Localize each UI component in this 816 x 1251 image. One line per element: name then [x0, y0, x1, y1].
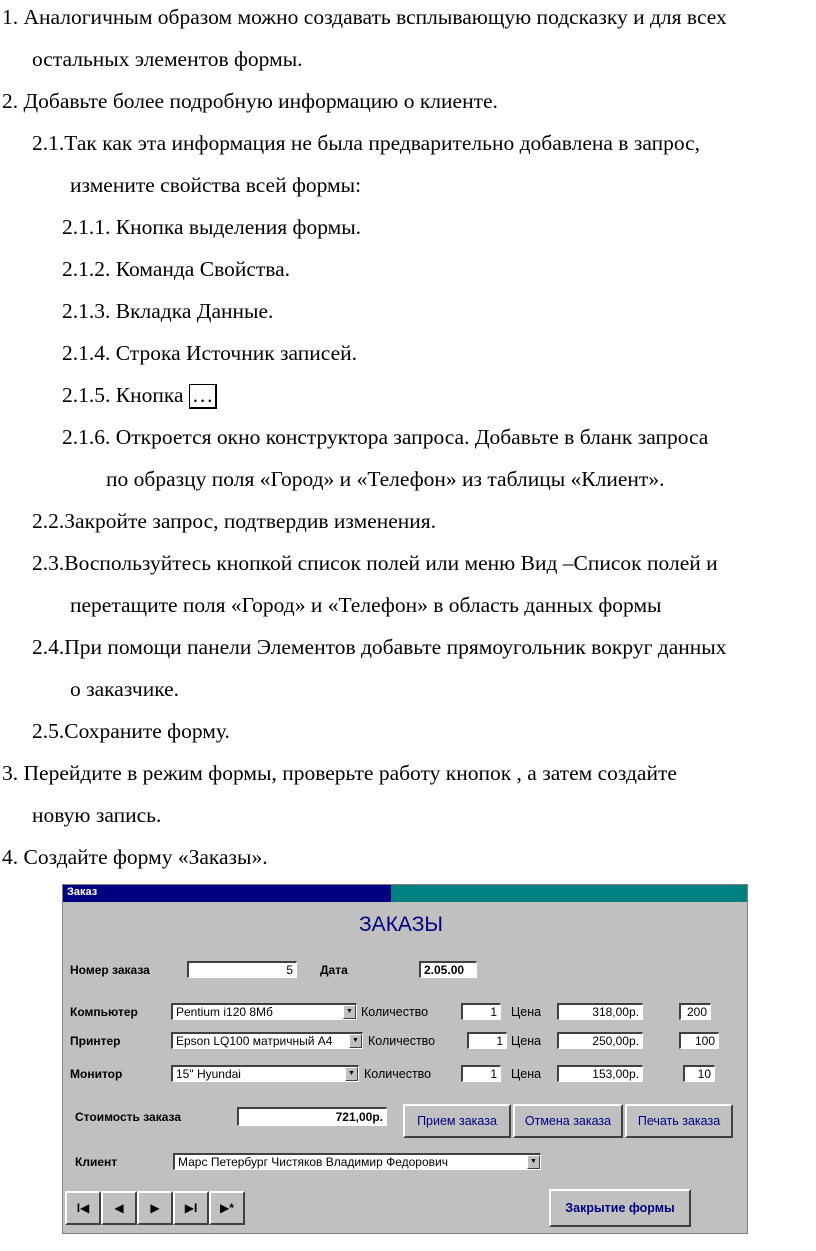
- instruction-2-1-line-2: измените свойства всей формы:: [70, 173, 362, 197]
- monitor-price-label: Цена: [511, 1067, 542, 1081]
- cancel-order-button[interactable]: Отмена заказа: [513, 1104, 623, 1138]
- instruction-2-2: 2.2.Закройте запрос, подтвердив изменения.: [32, 509, 437, 533]
- monitor-stock-input[interactable]: 10: [683, 1065, 715, 1082]
- instruction-2-1-line-1: 2.1.Так как эта информация не была предварительно добавлена в запрос,: [32, 131, 701, 155]
- order-number-input[interactable]: 5: [187, 961, 297, 978]
- dropdown-arrow-icon[interactable]: ▼: [345, 1067, 358, 1081]
- computer-qty-input[interactable]: 1: [461, 1003, 501, 1020]
- client-label: Клиент: [75, 1155, 118, 1169]
- monitor-combo[interactable]: [171, 1065, 359, 1082]
- instruction-3-line-2: новую запись.: [32, 803, 162, 827]
- printer-price-label: Цена: [511, 1034, 542, 1048]
- orders-form-window: [62, 884, 748, 1234]
- instruction-2-1-6-line-2: по образцу поля «Город» и «Телефон» из таблицы «Клиент».: [106, 467, 665, 491]
- instruction-2-5: 2.5.Сохраните форму.: [32, 719, 230, 743]
- previous-record-icon[interactable]: ◀: [101, 1191, 137, 1225]
- instruction-2-1-5-text: 2.1.5. Кнопка: [62, 383, 189, 407]
- title-bar: [63, 885, 748, 902]
- instruction-2-1-3: 2.1.3. Вкладка Данные.: [62, 299, 274, 323]
- order-total-label: Стоимость заказа: [75, 1110, 182, 1124]
- instruction-2-1-2: 2.1.2. Команда Свойства.: [62, 257, 291, 281]
- computer-combo[interactable]: [171, 1003, 357, 1020]
- printer-qty-label: Количество: [368, 1034, 436, 1048]
- instruction-2: 2. Добавьте более подробную информацию о клиенте.: [2, 89, 498, 113]
- next-record-icon[interactable]: ▶: [137, 1191, 173, 1225]
- order-number-label: Номер заказа: [70, 963, 150, 977]
- monitor-label: Монитор: [70, 1067, 123, 1081]
- ellipsis-button-illustration: …: [189, 384, 218, 409]
- monitor-qty-input[interactable]: 1: [461, 1065, 501, 1082]
- computer-price-input[interactable]: 318,00р.: [557, 1003, 643, 1020]
- computer-stock-input[interactable]: 200: [679, 1003, 711, 1020]
- computer-price-label: Цена: [511, 1005, 542, 1019]
- instruction-2-1-1: 2.1.1. Кнопка выделения формы.: [62, 215, 362, 239]
- instruction-2-1-6-line-1: 2.1.6. Откроется окно конструктора запроса. Добавьте в бланк запроса: [62, 425, 709, 449]
- monitor-combo-value: 15" Hyundai: [176, 1067, 241, 1081]
- dropdown-arrow-icon[interactable]: ▼: [349, 1034, 362, 1048]
- form-heading: ЗАКАЗЫ: [359, 913, 443, 936]
- instruction-1-line-2: остальных элементов формы.: [32, 47, 303, 71]
- computer-label: Компьютер: [70, 1005, 138, 1019]
- printer-stock-input[interactable]: 100: [679, 1032, 719, 1049]
- instruction-2-4-line-2: о заказчике.: [70, 677, 180, 701]
- instruction-4: 4. Создайте форму «Заказы».: [2, 845, 268, 869]
- instruction-2-1-4: 2.1.4. Строка Источник записей.: [62, 341, 358, 365]
- instruction-2-3-line-2: перетащите поля «Город» и «Телефон» в область данных формы: [70, 593, 662, 617]
- order-total-input[interactable]: 721,00р.: [237, 1107, 387, 1126]
- printer-qty-input[interactable]: 1: [467, 1032, 507, 1049]
- instruction-2-4-line-1: 2.4.При помощи панели Элементов добавьте прямоугольник вокруг данных: [32, 635, 727, 659]
- date-label: Дата: [320, 963, 348, 977]
- instruction-2-3-line-1: 2.3.Воспользуйтесь кнопкой список полей или меню Вид –Список полей и: [32, 551, 718, 575]
- printer-price-input[interactable]: 250,00р.: [557, 1032, 643, 1049]
- last-record-icon[interactable]: ▶I: [173, 1191, 209, 1225]
- instruction-2-1-5: [62, 382, 217, 409]
- monitor-qty-label: Количество: [364, 1067, 432, 1081]
- new-record-icon[interactable]: ▶*: [209, 1191, 245, 1225]
- instruction-1-line-1: 1. Аналогичным образом можно создавать всплывающую подсказку и для всех: [2, 5, 727, 29]
- instruction-3-line-1: 3. Перейдите в режим формы, проверьте работу кнопок , а затем создайте: [2, 761, 677, 785]
- printer-label: Принтер: [70, 1034, 121, 1048]
- date-input[interactable]: 2.05.00: [419, 961, 477, 978]
- first-record-icon[interactable]: I◀: [65, 1191, 101, 1225]
- accept-order-button[interactable]: Прием заказа: [403, 1104, 511, 1138]
- computer-qty-label: Количество: [361, 1005, 429, 1019]
- print-order-button[interactable]: Печать заказа: [625, 1104, 733, 1138]
- client-combo-value: Марс Петербург Чистяков Владимир Федорович: [178, 1155, 448, 1169]
- computer-combo-value: Pentium i120 8Мб: [176, 1005, 273, 1019]
- monitor-price-input[interactable]: 153,00р.: [557, 1065, 643, 1082]
- printer-combo[interactable]: [171, 1032, 363, 1049]
- printer-combo-value: Epson LQ100 матричный А4: [176, 1034, 333, 1048]
- dropdown-arrow-icon[interactable]: ▼: [343, 1005, 356, 1019]
- client-combo[interactable]: [173, 1153, 541, 1170]
- dropdown-arrow-icon[interactable]: ▼: [527, 1155, 540, 1169]
- close-form-button[interactable]: Закрытие формы: [549, 1189, 691, 1227]
- window-title: Заказ: [67, 886, 98, 898]
